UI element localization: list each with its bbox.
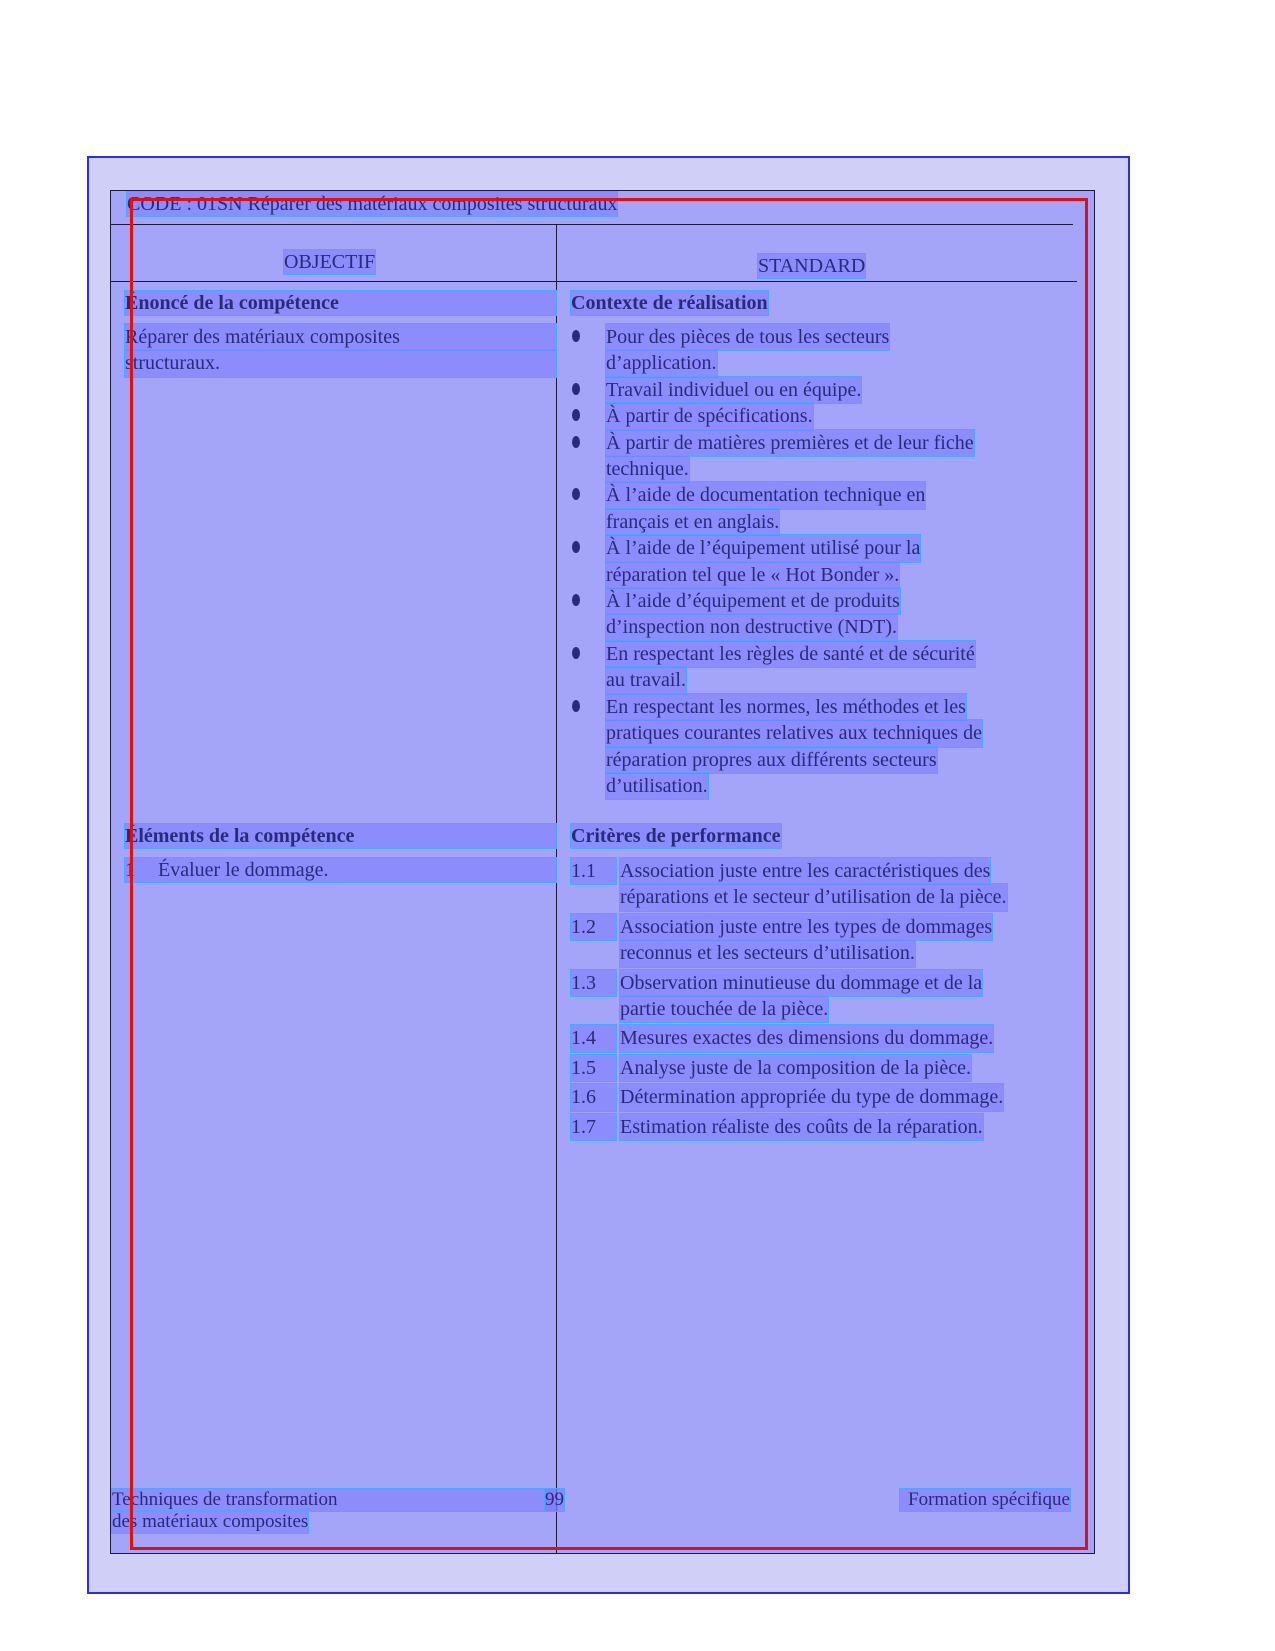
contexte-line: Pour des pièces de tous les secteurs	[606, 324, 889, 350]
bullet-icon	[572, 330, 580, 342]
contexte-item	[572, 377, 1032, 403]
columns-divider	[110, 281, 1077, 282]
contexte-line: À partir de matières premières et de leur fiche	[606, 430, 974, 456]
bullet-icon	[572, 594, 580, 606]
contexte-item	[572, 482, 1032, 535]
contexte-line: En respectant les normes, les méthodes et les	[606, 694, 966, 720]
enonce-text	[125, 324, 556, 377]
bullet-icon	[572, 436, 580, 448]
bullet-icon	[572, 383, 580, 395]
critere-item	[571, 970, 1071, 1023]
critere-line: Mesures exactes des dimensions du dommage.	[620, 1025, 993, 1051]
critere-number: 1.3	[571, 970, 616, 996]
contexte-line: En respectant les règles de santé et de sécurité	[606, 641, 975, 667]
contexte-item	[572, 403, 1032, 429]
footer-program-line: Techniques de transformation	[112, 1489, 557, 1511]
contexte-line: d’utilisation.	[606, 773, 708, 799]
critere-number: 1.7	[571, 1114, 616, 1140]
contexte-line: À l’aide d’équipement et de produits	[606, 588, 900, 614]
critere-line: partie touchée de la pièce.	[620, 996, 828, 1022]
contexte-item	[572, 430, 1032, 483]
contexte-line: d’inspection non destructive (NDT).	[606, 614, 897, 640]
column-header-standard: STANDARD	[758, 255, 866, 277]
bullet-icon	[572, 541, 580, 553]
elements-title: Éléments de la compétence	[125, 824, 556, 848]
critere-item	[571, 1025, 1071, 1051]
contexte-line: À l’aide de documentation technique en	[606, 482, 925, 508]
column-header-objectif: OBJECTIF	[284, 251, 376, 273]
critere-line: Association juste entre les caractéristiques des	[620, 858, 990, 884]
contexte-line: d’application.	[606, 350, 717, 376]
contexte-line: au travail.	[606, 667, 686, 693]
contexte-line: pratiques courantes relatives aux techniques de	[606, 720, 982, 746]
critere-item	[571, 1114, 1071, 1140]
contexte-item	[572, 324, 1032, 377]
header-divider	[110, 224, 1073, 225]
enonce-line: Réparer des matériaux composites	[125, 324, 556, 350]
page-number: 99	[545, 1489, 564, 1510]
critere-item	[571, 1084, 1071, 1110]
bullet-icon	[572, 647, 580, 659]
critere-item	[571, 914, 1071, 967]
contexte-item	[572, 641, 1032, 694]
bullet-icon	[572, 488, 580, 500]
bullet-icon	[572, 409, 580, 421]
footer-program-line: des matériaux composites	[112, 1511, 309, 1532]
critere-item	[571, 1055, 1071, 1081]
footer-left	[112, 1489, 557, 1533]
critere-line: reconnus et les secteurs d’utilisation.	[620, 940, 915, 966]
critere-line: Association juste entre les types de dommages	[620, 914, 992, 940]
enonce-line: structuraux.	[125, 350, 556, 376]
critere-line: Observation minutieuse du dommage et de la	[620, 970, 982, 996]
contexte-line: À l’aide de l’équipement utilisé pour la	[606, 535, 920, 561]
critere-number: 1.6	[571, 1084, 616, 1110]
contexte-item	[572, 535, 1032, 588]
contexte-line: français et en anglais.	[606, 509, 779, 535]
competence-code-title: CODE : 01SN Réparer des matériaux composites structuraux	[127, 193, 618, 215]
critere-number: 1.5	[571, 1055, 616, 1081]
element-text: Évaluer le dommage.	[158, 859, 329, 881]
footer-right: Formation spécifique	[900, 1489, 1070, 1511]
bullet-icon	[572, 700, 580, 712]
contexte-line: réparation propres aux différents secteurs	[606, 747, 937, 773]
contexte-item	[572, 588, 1032, 641]
contexte-line: technique.	[606, 456, 689, 482]
critere-line: réparations et le secteur d’utilisation de la pièce.	[620, 884, 1007, 910]
critere-line: Analyse juste de la composition de la pièce.	[620, 1055, 971, 1081]
contexte-list	[572, 324, 1032, 799]
enonce-title: Énoncé de la compétence	[125, 291, 556, 315]
contexte-title: Contexte de réalisation	[571, 292, 768, 314]
contexte-line: À partir de spécifications.	[606, 403, 813, 429]
contexte-item	[572, 694, 1032, 800]
critere-number: 1.2	[571, 914, 616, 940]
contexte-line: Travail individuel ou en équipe.	[606, 377, 861, 403]
critere-number: 1.4	[571, 1025, 616, 1051]
criteres-title: Critères de performance	[571, 825, 781, 847]
critere-item	[571, 858, 1071, 911]
critere-number: 1.1	[571, 858, 616, 884]
critere-line: Détermination appropriée du type de dommage.	[620, 1084, 1003, 1110]
contexte-line: réparation tel que le « Hot Bonder ».	[606, 562, 899, 588]
column-separator	[556, 224, 557, 1554]
element-item	[125, 858, 556, 882]
element-number: 1	[125, 859, 135, 881]
critere-line: Estimation réaliste des coûts de la réparation.	[620, 1114, 983, 1140]
criteres-list	[571, 858, 1071, 1143]
